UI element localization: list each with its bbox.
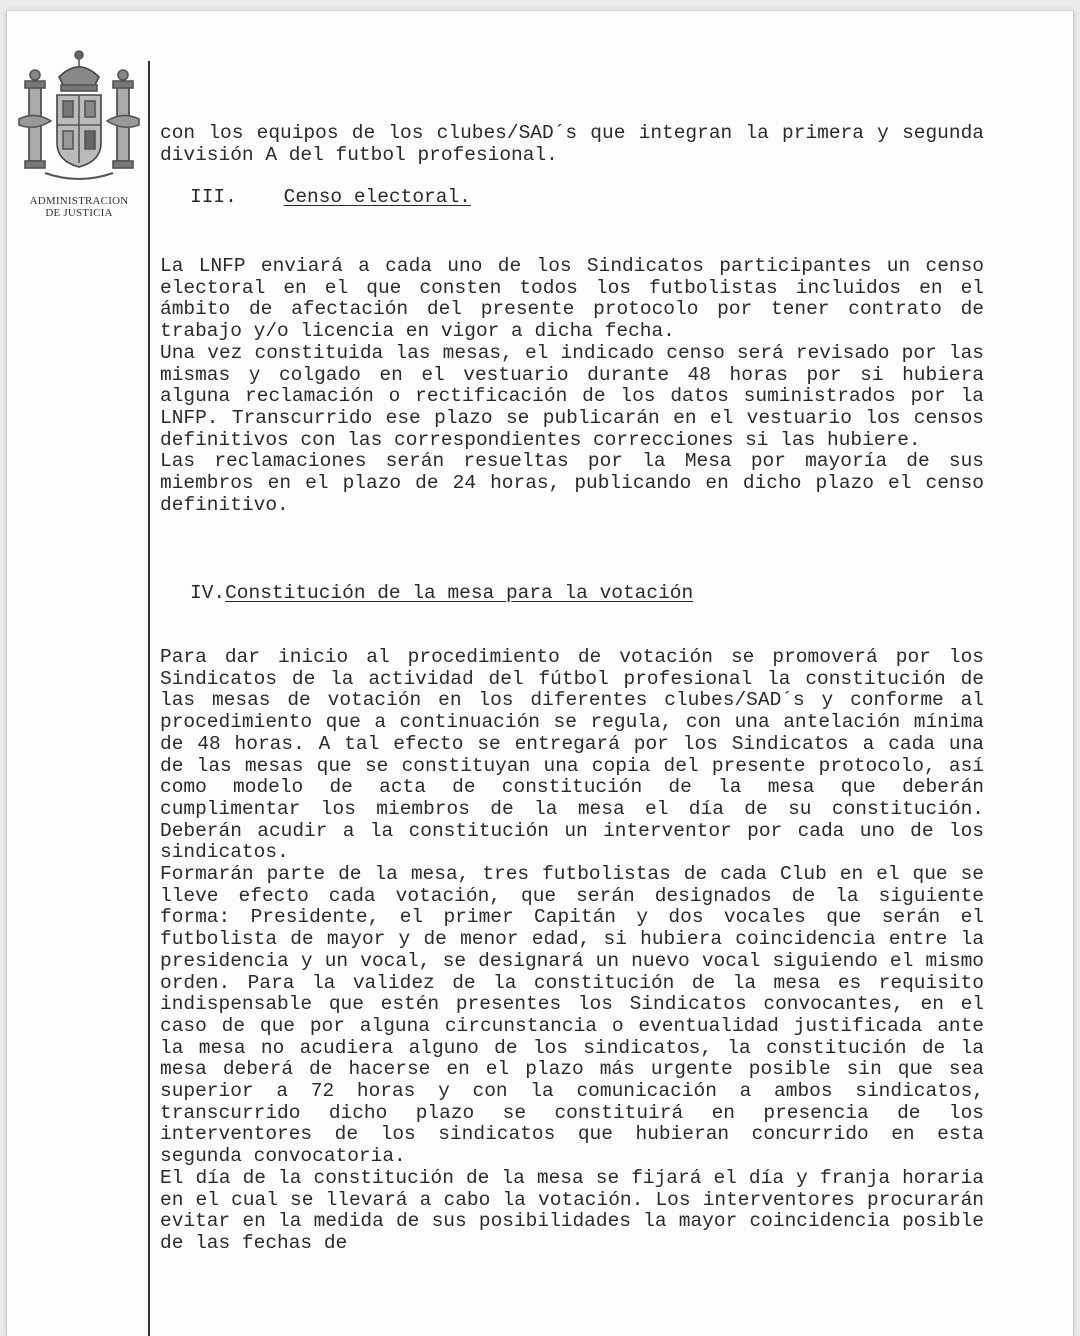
section-4-body [160, 647, 984, 1255]
section-3-paragraph-1: La LNFP enviará a cada uno de los Sindicatos participantes un censo electoral en el que consten todos los futbolistas incluidos en el ámbito de afectación del presente protocolo por tener contrato de trabajo y/o licencia en vigor a dicha fecha. [160, 255, 984, 343]
section-4-heading [190, 583, 693, 605]
section-4-paragraph-3: El día de la constitución de la mesa se fijará el día y franja horaria en el cual se llevará a cabo la votación. Los interventores procurarán evitar en la medida de sus posibilidades la mayor coincidencia posible de las fechas de [160, 1166, 984, 1254]
margin-rule [148, 61, 150, 1336]
coat-of-arms-seal [15, 39, 143, 219]
section-3-paragraph-3: Las reclamaciones serán resueltas por la Mesa por mayoría de sus miembros en el plazo de 24 horas, publicando en dicho plazo el censo definitivo. [160, 450, 984, 516]
intro-block [160, 123, 984, 166]
intro-paragraph: con los equipos de los clubes/SAD´s que integran la primera y segunda división A del futbol profesional. [160, 122, 984, 166]
seal-caption [15, 195, 143, 219]
section-3-number: III. [190, 186, 237, 208]
section-3-heading [190, 187, 471, 209]
section-3-body [160, 256, 984, 516]
section-3-paragraph-2: Una vez constituida las mesas, el indicado censo será revisado por las mismas y colgado en el vestuario durante 48 horas por si hubiera alguna reclamación o rectificación de los datos suministrados por la LNFP. Transcurrido ese plazo se publicarán en el vestuario los censos definitivos con las correspondientes correcciones si las hubiere. [160, 341, 984, 451]
document-page [6, 10, 1074, 1336]
section-4-number: IV. [190, 582, 226, 604]
section-4-paragraph-1: Para dar inicio al procedimiento de votación se promoverá por los Sindicatos de la actividad del fútbol profesional la constitución de las mesas de votación en los diferentes clubes/SAD´s y conforme al procedimiento que a continuación se regula, con una antelación mínima de 48 horas. A tal efecto se entregará por los Sindicatos a cada una de las mesas que se constituyan una copia del presente protocolo, así como modelo de acta de constitución de la mesa que deberán cumplimentar los miembros de la mesa el día de su constitución. Deberán acudir a la constitución un interventor por cada uno de los sindicatos. [160, 646, 984, 864]
section-3-title: Censo electoral. [283, 186, 471, 208]
seal-caption-line-2: DE JUSTICIA [45, 207, 113, 219]
seal-caption-line-1: ADMINISTRACION [29, 195, 129, 207]
section-4-title: Constitución de la mesa para la votación [225, 582, 694, 604]
coat-of-arms-icon [15, 39, 143, 189]
section-4-paragraph-2: Formarán parte de la mesa, tres futbolistas de cada Club en el que se lleve efecto cada votación, que serán designados de la siguiente forma: Presidente, el primer Capitán y dos vocales que serán el futbolista de mayor y de menor edad, si hubiera coincidencia entre la presidencia y un vocal, se designará un nuevo vocal siguiendo el mismo orden. Para la validez de la constitución de la mesa es requisito indispensable que estén presentes los Sindicatos convocantes, en el caso de que por alguna circunstancia o eventualidad justificada ante la mesa no acudiera alguno de los sindicatos, la constitución de la mesa deberá de hacerse en el plazo más urgente posible sin que sea superior a 72 horas y con la comunicación a ambos sindicatos, transcurrido dicho plazo se constituirá en presencia de los interventores de los sindicatos que hubieran concurrido en esta segunda convocatoria. [160, 863, 984, 1168]
